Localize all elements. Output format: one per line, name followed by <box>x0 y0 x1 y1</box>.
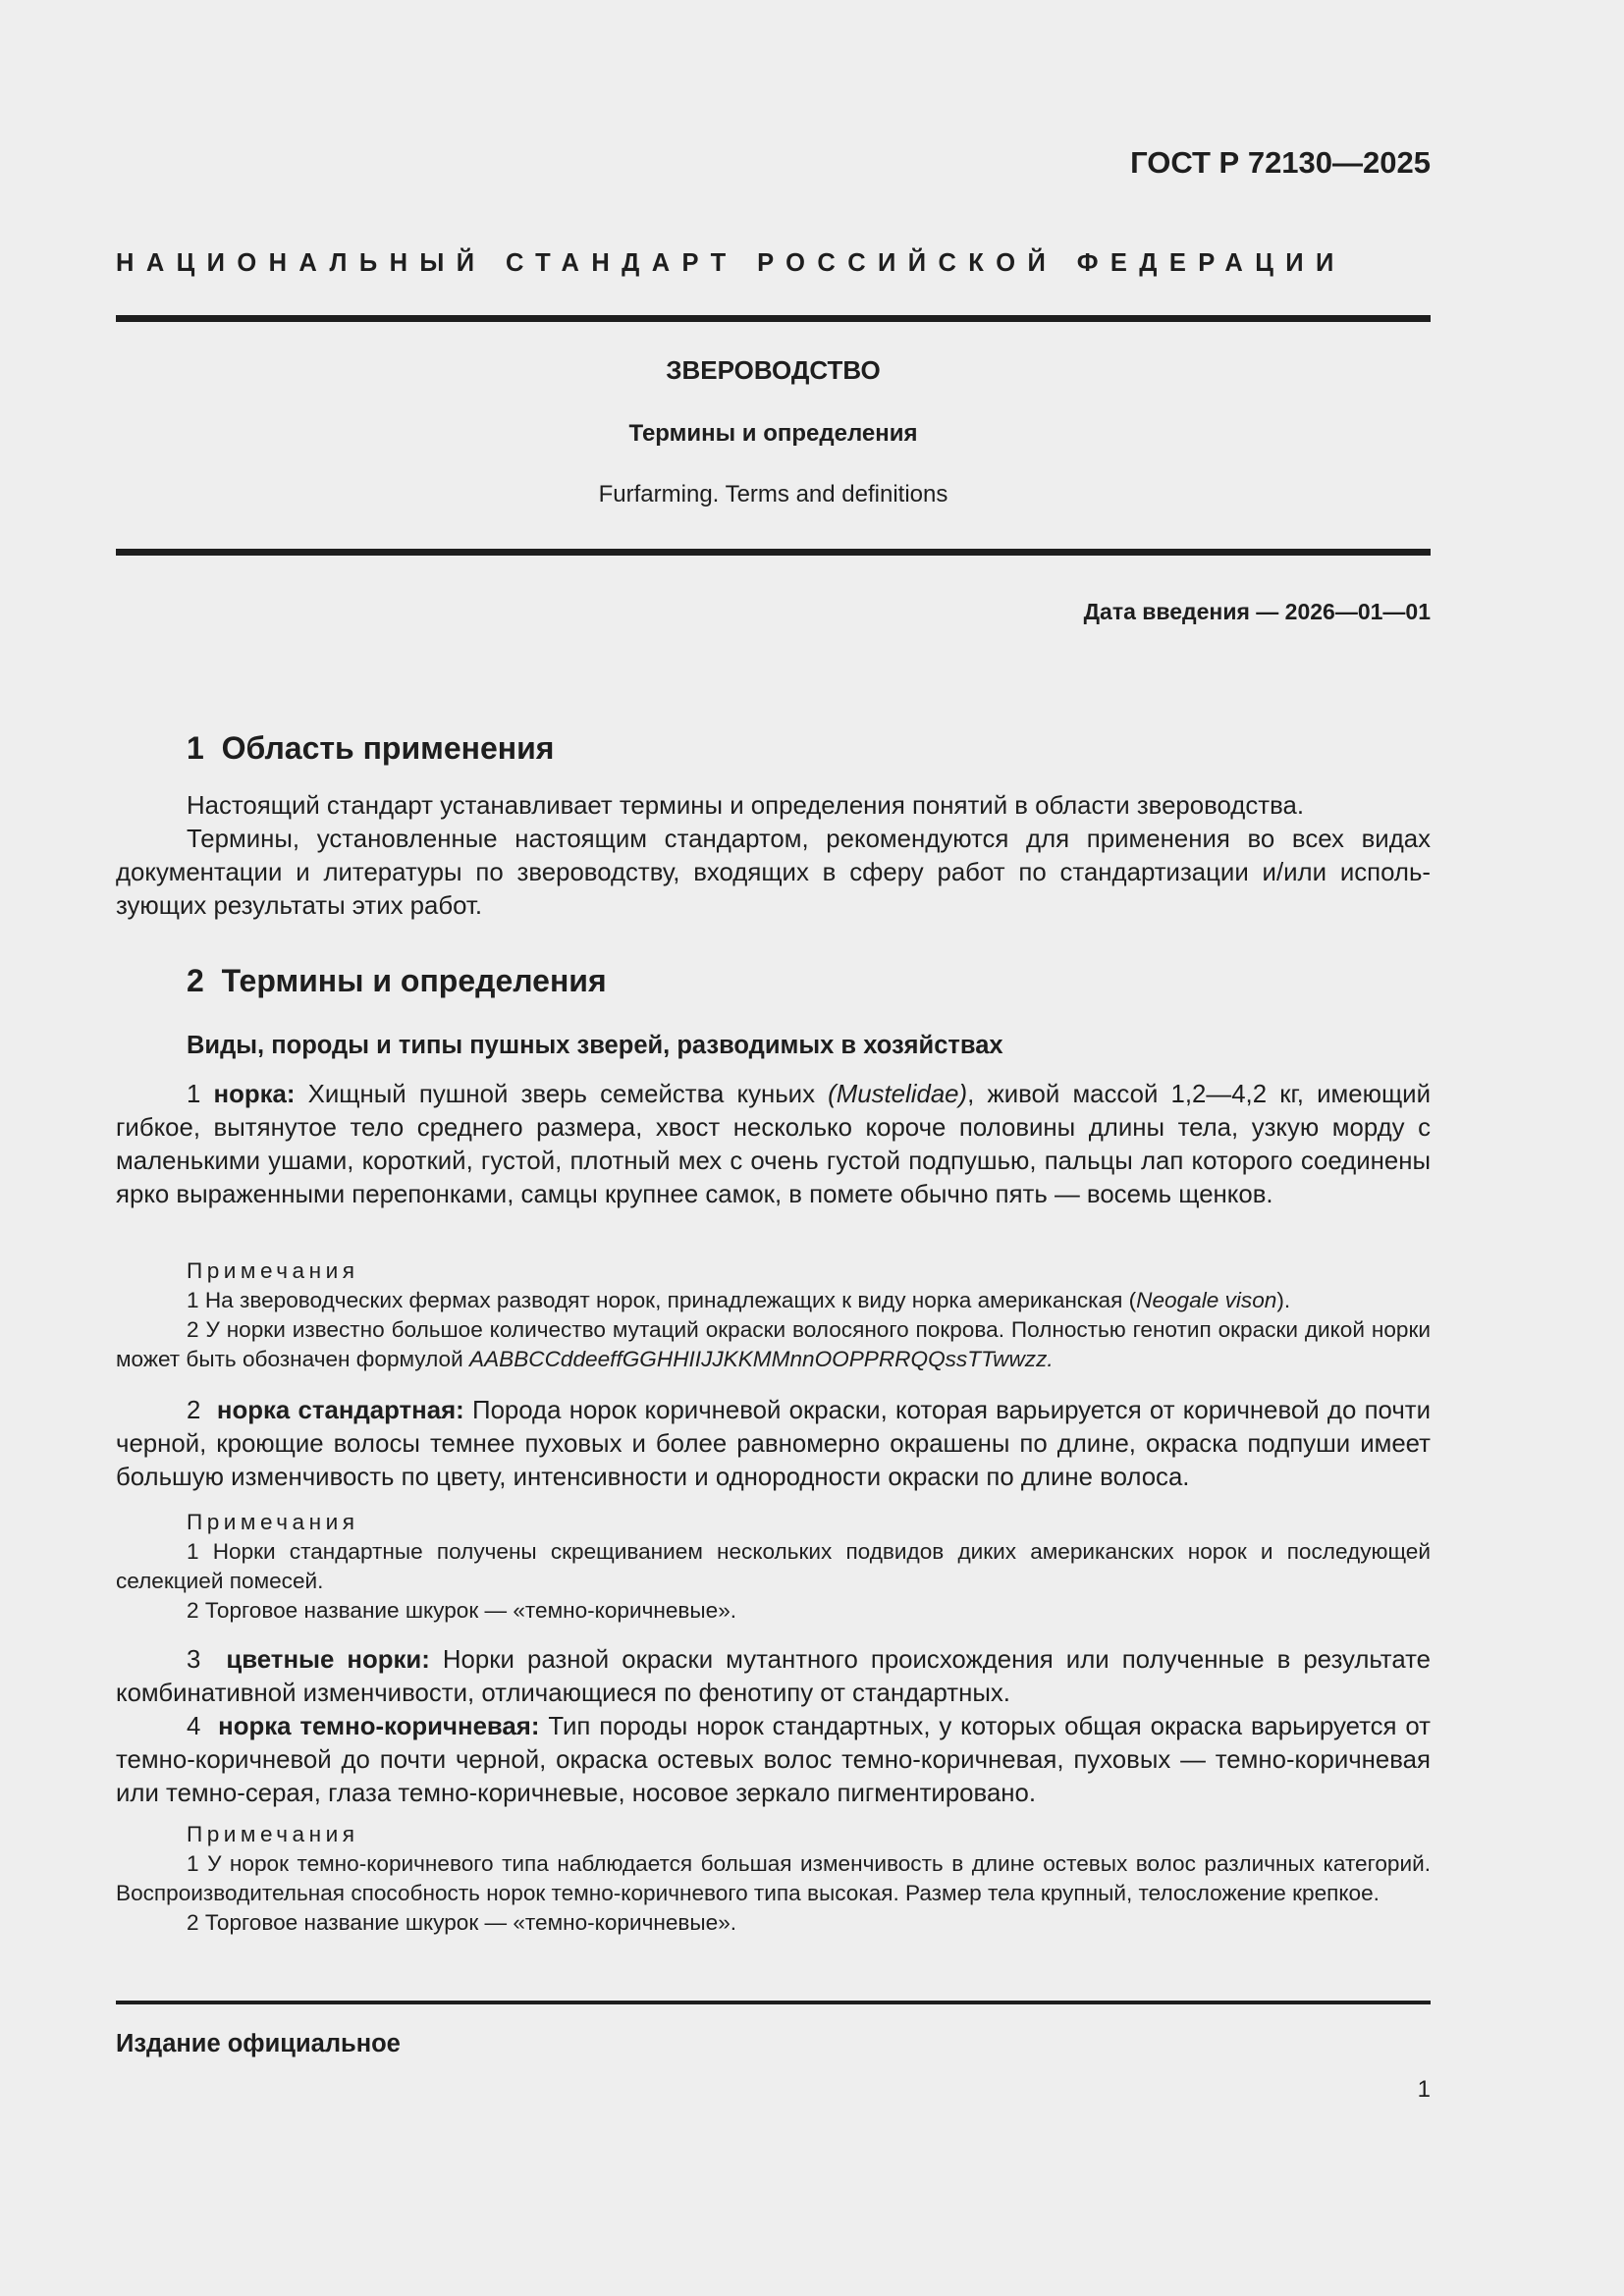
term-name: норка стандартная: <box>216 1397 464 1424</box>
term-definition: Тип породы норок стандартных, у которых общая окраска варьируется от темно-коричневой до почти черной, окраска остевых волос темно-коричневая, пуховых — темно-коричневая или темно-серая, глаза темно-коричневые, носовое зеркало пигментировано. <box>116 1713 1431 1807</box>
term-definition: Хищный пушной зверь семейства куньих <box>295 1081 829 1108</box>
notes-block-2 <box>116 1508 1431 1626</box>
latin-name: (Mustelidae) <box>828 1081 968 1108</box>
footer-rule <box>116 2001 1431 2004</box>
term-entry-1 <box>116 1078 1431 1211</box>
term-number: 2 <box>187 1397 201 1424</box>
term-number: 4 <box>187 1713 201 1740</box>
term-entries-3-4 <box>116 1643 1431 1810</box>
notes-label: Примечания <box>187 1258 359 1283</box>
standard-title: НАЦИОНАЛЬНЫЙ СТАНДАРТ РОССИЙСКОЙ ФЕДЕРАЦИИ <box>116 249 1346 277</box>
notes-label: Примечания <box>187 1822 359 1846</box>
term-entry-3 <box>116 1643 1431 1710</box>
subject-title: ЗВЕРОВОДСТВО <box>666 355 881 385</box>
section-1-body <box>116 789 1431 923</box>
subsection-heading: Виды, породы и типы пушных зверей, разводимых в хозяйствах <box>187 1032 1003 1059</box>
intro-date: Дата введения — 2026—01—01 <box>1083 599 1431 624</box>
section-2-heading: 2 Термины и определения <box>187 963 607 998</box>
term-number: 3 <box>187 1646 201 1674</box>
note: 1 На звероводческих фермах разводят норок, принадлежащих к виду норка американская (Neogale vison). <box>187 1288 1291 1312</box>
note: 2 Торговое название шкурок — «темно-коричневые». <box>187 1910 737 1935</box>
header-bottom-rule <box>116 549 1431 556</box>
term-name: цветные норки: <box>226 1646 430 1674</box>
term-definition-cont: , живой массой 1,2—4,2 кг, имеющий гибкое, вытянутое тело среднего размера, хвост несколько короче половины длины тела, узкую морду с маленькими ушами, короткий, густой, плотный мех с очень густой подпушью, пальцы лап которого соединены ярко выраженными перепонками, самцы крупнее самок, в помете обычно пять — восемь щенков. <box>116 1081 1432 1208</box>
term-name: норка темно-коричневая: <box>218 1713 540 1740</box>
note: 2 Торговое название шкурок — «темно-коричневые». <box>187 1598 737 1623</box>
term-entry-2 <box>116 1394 1431 1494</box>
note: 1 Норки стандартные получены скрещиванием нескольких подвидов диких американских норок и последующей селекцией помесей. <box>116 1539 1431 1593</box>
notes-block-1 <box>116 1256 1431 1374</box>
genotype-formula: AABBCCddeeffGGHHIIJJKKMMnnOOPPRRQQssTTwwzz. <box>469 1347 1054 1371</box>
term-number: 1 <box>187 1081 201 1108</box>
notes-label: Примечания <box>187 1510 359 1534</box>
notes-block-4 <box>116 1820 1431 1938</box>
subtitle: Термины и определения <box>628 420 918 447</box>
section-1-heading: 1 Область применения <box>187 730 555 766</box>
term-name: норка: <box>213 1081 296 1108</box>
term-definition: Порода норок коричневой окраски, которая варьируется от коричневой до почти черной, кроющие волосы темнее пуховых и более равномерно окрашены по длине, окраска подпуши имеет большую изменчивость по цвету, интенсивности и однородности окраски по длине волоса. <box>116 1397 1432 1491</box>
edition-label: Издание официальное <box>116 2030 401 2057</box>
top-rule <box>116 315 1431 322</box>
doc-number: ГОСТ Р 72130—2025 <box>1130 145 1431 180</box>
subtitle-en: Furfarming. Terms and definitions <box>598 481 948 507</box>
note: 2 У норки известно большое количество мутаций окраски волосяного покрова. Полностью генотип окраски дикой норки может быть обозначен формулой AABBCCddeeffGGHHIIJJKKMMnnOOPPRRQQssTTwwzz. <box>116 1317 1431 1371</box>
paragraph: Настоящий стандарт устанавливает термины и определения понятий в области звероводства. <box>187 792 1304 820</box>
paragraph: Термины, установленные настоящим стандартом, рекомендуются для применения во всех видах документации и литературы по звероводству, входящих в сферу работ по стандартизации и/или использующих результаты этих работ. <box>116 826 1431 920</box>
term-definition: Норки разной окраски мутантного происхождения или полученные в результате комбинативной изменчивости, отличающиеся по фенотипу от стандартных. <box>116 1646 1431 1707</box>
latin-name: Neogale vison <box>1136 1288 1277 1312</box>
term-entry-4 <box>116 1710 1431 1810</box>
note: 1 У норок темно-коричневого типа наблюдается большая изменчивость в длине остевых волос различных категорий. Воспроизводительная способность норок темно-коричневого типа высокая. Размер тела крупный, телосложение крепкое. <box>116 1851 1431 1905</box>
page-number: 1 <box>1417 2076 1431 2103</box>
